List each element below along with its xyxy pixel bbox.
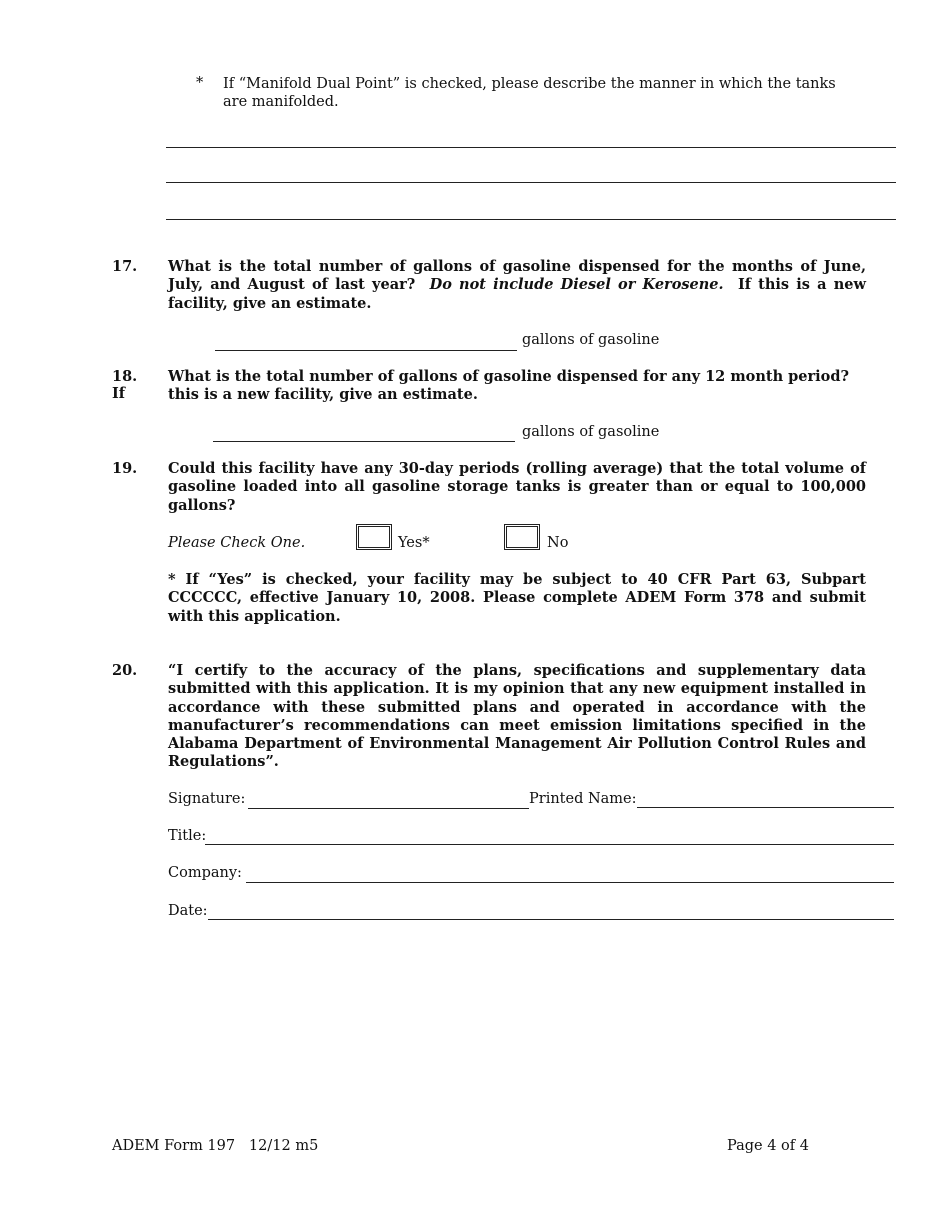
description-line-1[interactable] — [166, 147, 896, 148]
q17-unit: gallons of gasoline — [522, 332, 660, 348]
q19-yes-label: Yes* — [398, 535, 430, 551]
date-label: Date: — [168, 903, 208, 919]
q17-gallons-field[interactable] — [215, 350, 517, 351]
manifold-note-text: If “Manifold Dual Point” is checked, please describe the manner in which the tanks are manifolded. — [223, 76, 836, 110]
signature-label: Signature: — [168, 791, 246, 807]
q18-gallons-field[interactable] — [213, 441, 515, 442]
q20-certification: “I certify to the accuracy of the plans, specifications and supplementary data submitted with this application. It is my opinion that any new equipment installed in accordance with these submitted plans and operated in accordance with the manufacturer’s recommendations can meet emission limitations specified in the Alabama Department of Environmental Management Air Pollution Control Rules and Regulations”. — [168, 662, 866, 771]
title-label: Title: — [168, 828, 207, 844]
q17-text-a: What is the total number of gallons of gasoline dispensed for the months of June, July, and August of last year? — [168, 258, 866, 294]
q19-yes-checkbox[interactable] — [356, 524, 392, 550]
q18-number: 18. — [112, 368, 138, 385]
company-label: Company: — [168, 865, 242, 881]
q19-check-prompt: Please Check One. — [168, 535, 306, 551]
form-id: ADEM Form 197 12/12 m5 — [112, 1138, 319, 1154]
q19-question: Could this facility have any 30-day periods (rolling average) that the total volume of gasoline loaded into all gasoline storage tanks is greater than or equal to 100,000 gallons? — [168, 460, 866, 514]
q20-number: 20. — [112, 662, 138, 679]
q18-if: If — [112, 385, 126, 402]
q19-number: 19. — [112, 460, 138, 477]
description-line-3[interactable] — [166, 219, 896, 220]
q19-no-label: No — [547, 535, 569, 551]
company-field[interactable] — [246, 882, 894, 883]
printed-name-field[interactable] — [637, 807, 894, 808]
printed-name-label: Printed Name: — [529, 791, 637, 807]
q17-question — [168, 258, 866, 313]
note-marker: * — [196, 75, 204, 91]
q18-question: What is the total number of gallons of gasoline dispensed for any 12 month period? this is a new facility, give an estimate. — [168, 368, 849, 404]
q19-footnote: * If “Yes” is checked, your facility may be subject to 40 CFR Part 63, Subpart CCCCCC, effective January 10, 2008. Please complete ADEM Form 378 and submit with this application. — [168, 571, 866, 625]
title-field[interactable] — [205, 844, 894, 845]
q18-unit: gallons of gasoline — [522, 424, 660, 440]
signature-field[interactable] — [248, 808, 529, 809]
q19-no-checkbox[interactable] — [504, 524, 540, 550]
date-field[interactable] — [208, 919, 894, 920]
page-number: Page 4 of 4 — [727, 1138, 809, 1154]
q17-text-b: Do not include Diesel or Kerosene. — [429, 276, 724, 294]
q17-number: 17. — [112, 258, 138, 275]
description-line-2[interactable] — [166, 182, 896, 183]
q17-text-c: If this is a new facility, give an estimate. — [168, 276, 866, 312]
